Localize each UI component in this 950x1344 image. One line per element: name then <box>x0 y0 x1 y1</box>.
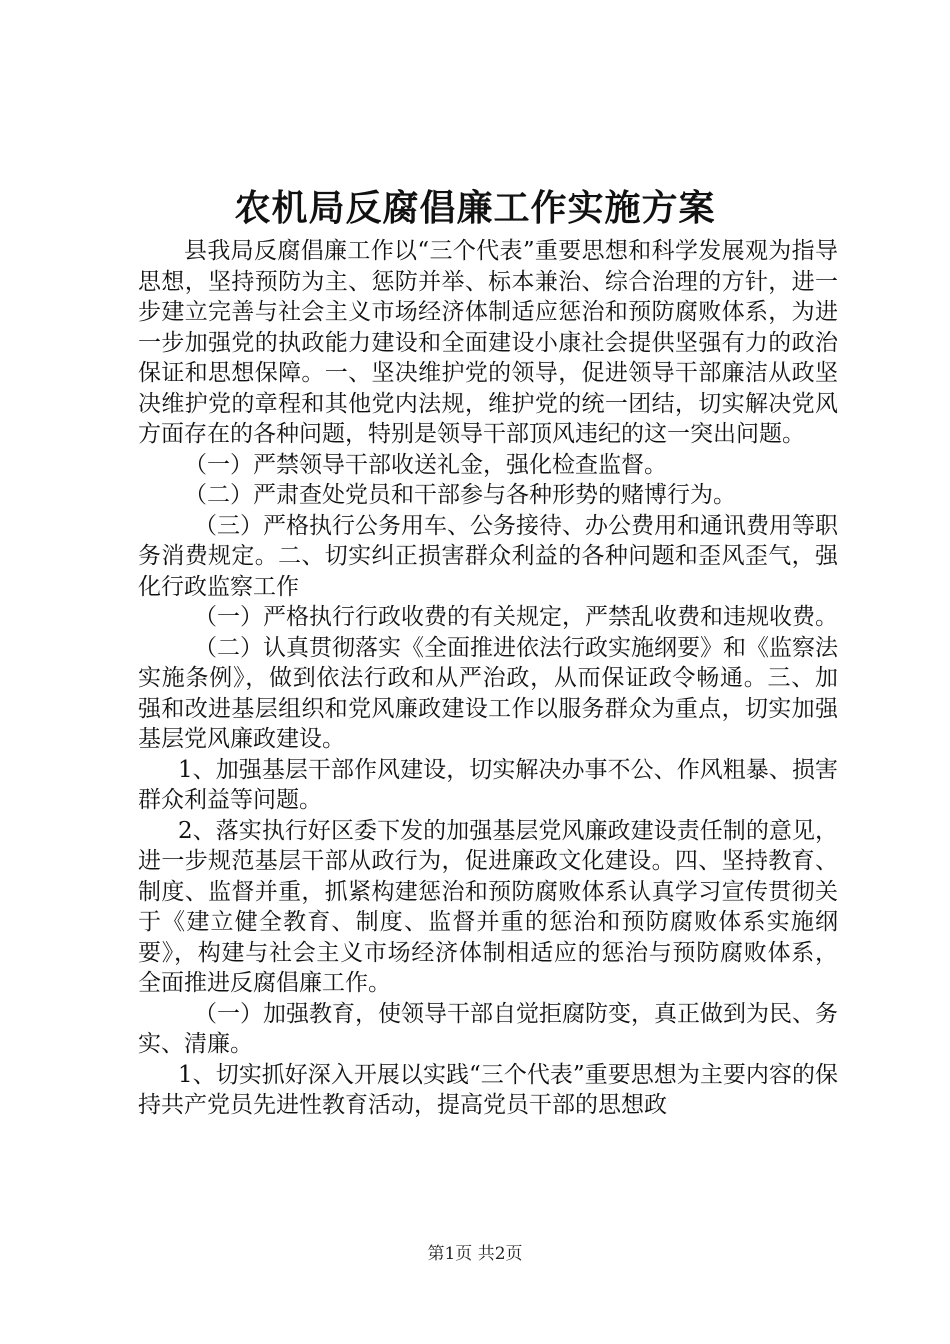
paragraph-item: 2、落实执行好区委下发的加强基层党风廉政建设责任制的意见，进一步规范基层干部从政行为，促进廉政文化建设。四、坚持教育、制度、监督并重，抓紧构建惩治和预防腐败体系认真学习宣传贯彻关于《建立健全教育、制度、监督并重的惩治和预防腐败体系实施纲要》，构建与社会主义市场经济体制相适应的惩治与预防腐败体系，全面推进反腐倡廉工作。 <box>138 817 838 996</box>
paragraph-item: （二）严肃查处党员和干部参与各种形势的赌博行为。 <box>184 482 736 508</box>
paragraph-intro: 县我局反腐倡廉工作以“三个代表”重要思想和科学发展观为指导思想，坚持预防为主、惩防并举、标本兼治、综合治理的方针，进一步建立完善与社会主义市场经济体制适应惩治和预防腐败体系，为进一步加强党的执政能力建设和全面建设小康社会提供坚强有力的政治保证和思想保障。一、坚决维护党的领导，促进领导干部廉洁从政坚决维护党的章程和其他党内法规，维护党的统一团结，切实解决党风方面存在的各种问题，特别是领导干部顶风违纪的这一突出问题。 <box>138 238 838 447</box>
document-title: 农机局反腐倡廉工作实施方案 <box>234 187 716 229</box>
paragraph-item: （二）认真贯彻落实《全面推进依法行政实施纲要》和《监察法实施条例》，做到依法行政和从严治政，从而保证政令畅通。三、加强和改进基层组织和党风廉政建设工作以服务群众为重点，切实加强基层党风廉政建设。 <box>138 634 838 752</box>
paragraph-item: 1、加强基层干部作风建设，切实解决办事不公、作风粗暴、损害群众利益等问题。 <box>138 756 838 813</box>
paragraph-item: 1、切实抓好深入开展以实践“三个代表”重要思想为主要内容的保持共产党员先进性教育活动，提高党员干部的思想政 <box>138 1061 838 1118</box>
paragraph-item: （三）严格执行公务用车、公务接待、办公费用和通讯费用等职务消费规定。二、切实纠正损害群众利益的各种问题和歪风歪气，强化行政监察工作 <box>138 512 838 600</box>
paragraph-item: （一）严禁领导干部收送礼金，强化检查监督。 <box>184 451 667 478</box>
paragraph-item: （一）严格执行行政收费的有关规定，严禁乱收费和违规收费。 <box>194 604 838 630</box>
paragraph-item: （一）加强教育，使领导干部自觉拒腐防变，真正做到为民、务实、清廉。 <box>138 1000 838 1057</box>
page-number-footer: 第1页 共2页 <box>427 1244 523 1264</box>
document-body <box>138 236 838 1121</box>
